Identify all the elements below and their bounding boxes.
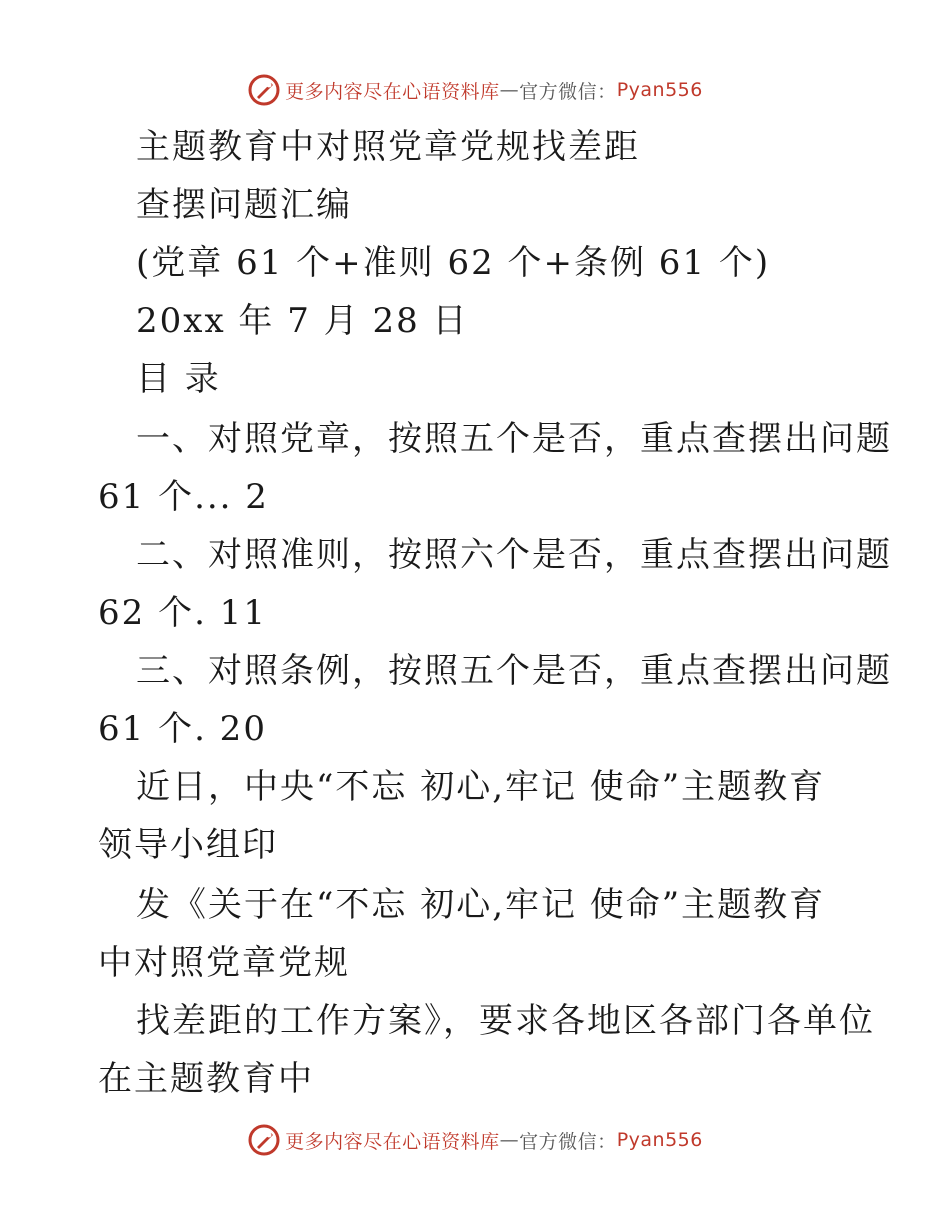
body-paragraph-2-cont: 中对照党章党规	[98, 943, 350, 983]
watermark-header	[0, 70, 950, 110]
watermark-label: 官方微信：	[519, 80, 617, 103]
toc-item-1: 一、对照党章，按照五个是否，重点查摆出问题	[136, 419, 892, 459]
document-title-line2: 查摆问题汇编	[136, 185, 352, 225]
watermark-wechat-id: Pyan556	[616, 1129, 703, 1151]
document-title-line1: 主题教育中对照党章党规找差距	[136, 127, 640, 167]
pen-logo-icon	[247, 73, 281, 107]
watermark-label: 官方微信：	[519, 1130, 617, 1153]
watermark-text: 更多内容尽在心语资料库	[285, 1130, 500, 1153]
watermark-wechat-id: Pyan556	[616, 79, 703, 101]
toc-item-1-page: 61 个... 2	[98, 477, 269, 517]
toc-item-2: 二、对照准则，按照六个是否，重点查摆出问题	[136, 535, 892, 575]
watermark-footer	[0, 1120, 950, 1160]
toc-heading: 目 录	[136, 359, 221, 399]
document-date: 20xx 年 7 月 28 日	[136, 301, 469, 341]
pen-logo-icon	[247, 1123, 281, 1157]
toc-item-2-page: 62 个. 11	[98, 593, 267, 633]
watermark-text: 更多内容尽在心语资料库	[285, 80, 500, 103]
watermark-separator: —	[499, 1129, 520, 1151]
toc-item-3-page: 61 个. 20	[98, 709, 267, 749]
body-paragraph-2: 发《关于在“不忘 初心,牢记 使命”主题教育	[136, 885, 826, 925]
body-paragraph-3-cont: 在主题教育中	[98, 1059, 314, 1099]
toc-item-3: 三、对照条例，按照五个是否，重点查摆出问题	[136, 651, 892, 691]
body-paragraph-1-cont: 领导小组印	[98, 825, 278, 865]
body-paragraph-1: 近日，中央“不忘 初心,牢记 使命”主题教育	[136, 767, 826, 807]
watermark-separator: —	[499, 79, 520, 101]
document-subtitle: (党章 61 个+准则 62 个+条例 61 个)	[136, 243, 771, 283]
body-paragraph-3: 找差距的工作方案》，要求各地区各部门各单位	[136, 1001, 875, 1041]
